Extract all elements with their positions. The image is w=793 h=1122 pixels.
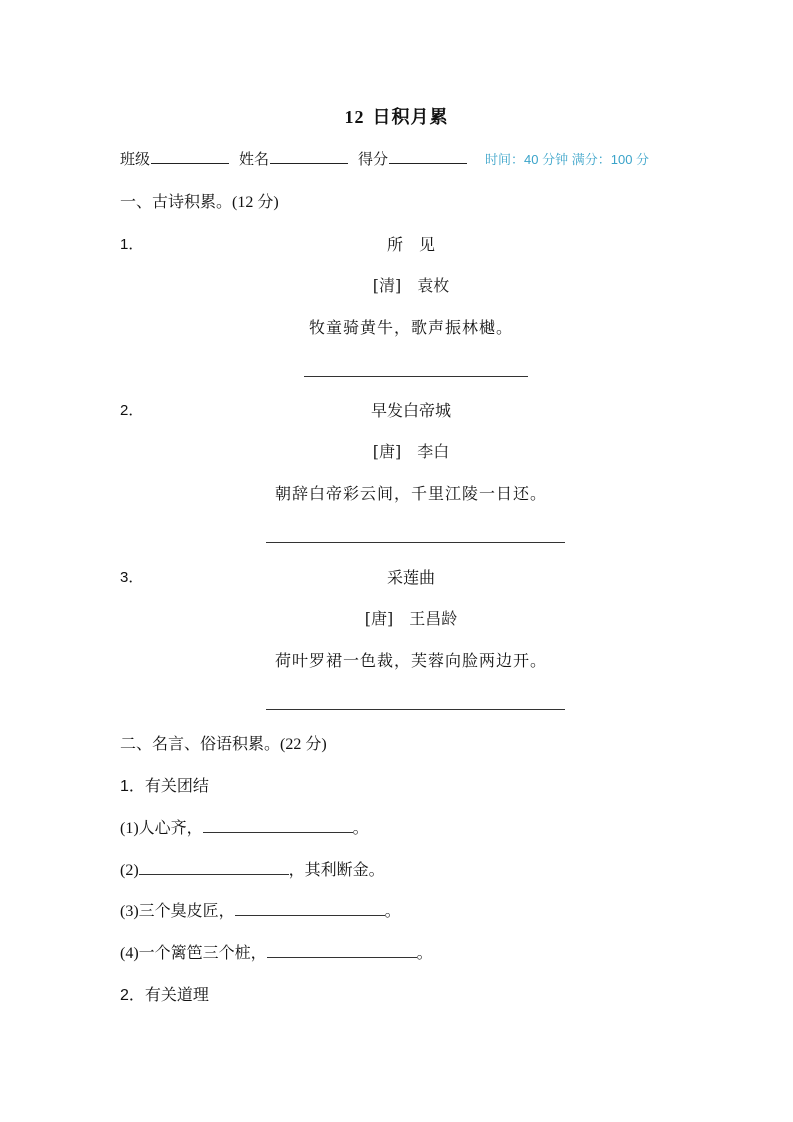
poem3-given-line: 荷叶罗裙一色裁，芙蓉向脸两边开。 <box>274 651 547 670</box>
name-field <box>239 148 348 169</box>
fill-blank[interactable] <box>139 859 289 875</box>
poem1-title: 所 见 <box>386 237 435 254</box>
section1-points: (12 分) <box>232 194 279 211</box>
student-info-row <box>120 148 649 169</box>
fill-blank[interactable] <box>267 942 417 958</box>
item-prefix: 人心齐， <box>138 820 203 837</box>
poem1-given-line: 牧童骑黄牛，歌声振林樾。 <box>308 318 513 337</box>
time-info: 时间：40 分钟 满分：100 分 <box>485 152 650 167</box>
group1-title: 1．有关团结 <box>120 778 209 795</box>
item-prefix: 三个臭皮匠， <box>138 903 235 920</box>
poem3-author: [唐] 王昌龄 <box>364 609 458 628</box>
name-blank[interactable] <box>270 149 348 164</box>
class-field <box>120 148 229 169</box>
item-prefix: 一个篱笆三个桩， <box>138 945 267 962</box>
fill-item-4 <box>120 940 433 963</box>
poem2-author: [唐] 李白 <box>372 442 450 461</box>
section1-heading-text: 一、古诗积累。 <box>120 194 233 211</box>
fill-item-3 <box>120 898 401 921</box>
poem1-author: [清] 袁枚 <box>372 276 450 295</box>
name-label: 姓名 <box>239 151 270 168</box>
section1-heading <box>120 189 279 212</box>
group2-title: 2．有关道理 <box>120 987 209 1004</box>
class-label: 班级 <box>120 151 151 168</box>
poem2-answer-line[interactable] <box>266 542 565 543</box>
poem3-answer-line[interactable] <box>266 709 565 710</box>
score-blank[interactable] <box>389 149 467 164</box>
score-field <box>358 148 467 169</box>
poem2-number: 2． <box>120 402 144 419</box>
poem2-title: 早发白帝城 <box>370 403 451 420</box>
fill-blank[interactable] <box>235 900 385 916</box>
poem3-number: 3． <box>120 569 144 586</box>
fill-item-2 <box>120 857 385 880</box>
poem2-given-line: 朝辞白帝彩云间，千里江陵一日还。 <box>274 484 547 503</box>
score-label: 得分 <box>358 151 389 168</box>
item-number: (1) <box>120 820 139 837</box>
item-suffix: 。 <box>384 903 401 920</box>
fill-blank[interactable] <box>203 817 353 833</box>
title-number: 12 <box>344 107 365 127</box>
section2-heading-text: 二、名言、俗语积累。 <box>120 736 281 753</box>
section2-heading <box>120 731 327 754</box>
poem1-answer-line[interactable] <box>304 376 528 377</box>
class-blank[interactable] <box>151 149 229 164</box>
item-suffix: ，其利断金。 <box>288 862 385 879</box>
page-title <box>0 103 793 129</box>
item-number: (2) <box>120 862 139 879</box>
poem3-title: 采莲曲 <box>386 570 435 587</box>
item-suffix: 。 <box>352 820 369 837</box>
title-text: 日积月累 <box>372 107 449 127</box>
item-suffix: 。 <box>416 945 433 962</box>
item-number: (4) <box>120 945 139 962</box>
poem1-number: 1． <box>120 236 144 253</box>
item-number: (3) <box>120 903 139 920</box>
fill-item-1 <box>120 815 369 838</box>
section2-points: (22 分) <box>280 736 327 753</box>
